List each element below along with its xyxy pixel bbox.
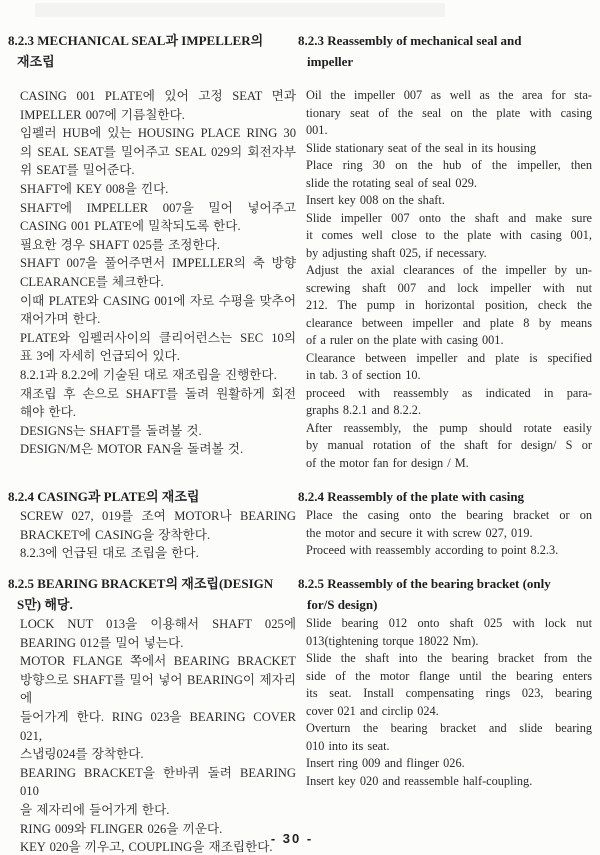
section-heading-line: 재조립 — [17, 54, 55, 69]
text-line: tionary seat of the seal on the plate with casing — [306, 105, 592, 120]
section-body — [306, 615, 592, 790]
section-8.2.3-right-column — [298, 30, 592, 472]
text-line: CLEARANCE를 체크한다. — [20, 274, 164, 289]
text-line: 의 SEAL SEAT를 밀어주고 SEAL 029의 회전자부 — [20, 144, 296, 159]
text-line: Slide stationary seat of the seal in its housing — [306, 140, 536, 155]
section-heading-line: 8.2.3 Reassembly of mechanical seal and — [298, 33, 522, 48]
text-line: BEARING 012를 밀어 넣는다. — [20, 635, 184, 650]
section-heading-line: for/S design) — [307, 597, 378, 612]
section-8.2.3-left-column — [8, 30, 296, 459]
section-heading-line: S만) 해당. — [17, 597, 73, 612]
text-line: of the motor fan for design / M. — [306, 455, 469, 470]
text-line: screwing shaft 007 and lock impeller with nut — [306, 280, 592, 295]
text-line: Overturn the bearing bracket and slide bearing — [306, 721, 592, 735]
text-line: Insert key 020 and reassemble half-coupling. — [306, 773, 533, 788]
text-line: 표 3에 자세히 언급되어 있다. — [20, 349, 180, 364]
text-line: 들어가게 한다. RING 023을 BEARING COVER 021, — [20, 709, 296, 743]
text-line: 위 SEAT를 밀어준다. — [20, 163, 135, 178]
text-line: BEARING BRACKET을 한바퀴 돌려 BEARING 010 — [20, 765, 296, 799]
section-body — [306, 87, 592, 472]
text-line: Insert ring 009 and flinger 026. — [306, 756, 465, 770]
section-heading-line: impeller — [307, 54, 354, 69]
text-line: 을 제자리에 들어가게 한다. — [20, 802, 170, 817]
text-line: Place the casing onto the bearing bracket or on — [306, 508, 592, 522]
text-line: CASING 001 PLATE에 밀착되도록 한다. — [20, 219, 241, 234]
text-line: 010 into its seat. — [306, 738, 390, 753]
text-line: MOTOR FLANGE 쪽에서 BEARING BRACKET — [20, 654, 296, 669]
section-heading — [298, 30, 592, 72]
section-heading-line: 8.2.5 Reassembly of the bearing bracket (only — [298, 576, 551, 591]
text-line: 스냅링024를 장착한다. — [20, 747, 144, 762]
text-line: graphs 8.2.1 and 8.2.2. — [306, 403, 422, 417]
text-line: SCREW 027, 019를 조여 MOTOR나 BEARING — [20, 509, 296, 523]
text-line: Slide bearing 012 onto shaft 025 with lock nut — [306, 616, 592, 630]
text-line: side of the motor flange until the bearing enters — [306, 668, 592, 683]
text-line: KEY 020을 끼우고, COUPLING을 재조립한다. — [20, 840, 273, 855]
text-line: the motor and secure it with screw 027, 019. — [306, 525, 533, 540]
text-line: CASING 001 PLATE에 있어 고정 SEAT 면과 — [20, 89, 296, 103]
text-line: of a ruler on the plate with casing 001. — [306, 333, 504, 347]
section-heading — [8, 573, 296, 615]
text-line: proceed with reassembly as indicated in para- — [306, 385, 592, 400]
text-line: by manual rotation of the shaft for design/ S or — [306, 438, 592, 452]
section-8.2.5-right-column — [298, 573, 592, 790]
text-line: Proceed with reassembly according to point 8.2.3. — [306, 543, 559, 557]
section-heading-line: 8.2.3 MECHANICAL SEAL과 IMPELLER의 — [8, 33, 264, 48]
text-line: SHAFT에 IMPELLER 007을 밀어 넣어주고 — [20, 200, 296, 215]
text-line: it comes well close to the plate with casing 001, — [306, 228, 592, 242]
text-line: PLATE와 임펠러사이의 클리어런스는 SEC 10의 — [20, 330, 296, 345]
text-line: 임펠러 HUB에 있는 HOUSING PLACE RING 30 — [20, 126, 296, 141]
text-line: Insert key 008 on the shaft. — [306, 193, 445, 207]
text-line: in tab. 3 of section 10. — [306, 368, 421, 382]
text-line: 재조립 후 손으로 SHAFT를 돌려 원활하게 회전 — [20, 386, 296, 401]
scan-artifact — [35, 3, 445, 17]
text-line: LOCK NUT 013을 이용해서 SHAFT 025에 — [20, 617, 296, 631]
text-line: 001. — [306, 123, 328, 137]
text-line: 013(tightening torque 18022 Nm). — [306, 633, 479, 648]
text-line: its seat. Install compensating rings 023, bearing — [306, 686, 592, 700]
section-body — [306, 507, 592, 560]
text-line: slide the rotating seal of seal 029. — [306, 175, 477, 190]
text-line: Clearance between impeller and plate is specified — [306, 350, 592, 365]
text-line: 212. The pump in horizontal position, check the — [306, 298, 592, 312]
text-line: cover 021 and circlip 024. — [306, 703, 439, 718]
page-number: - 30 - — [270, 831, 314, 846]
section-body — [20, 615, 296, 855]
text-line: 필요한 경우 SHAFT 025를 조정한다. — [20, 237, 220, 252]
text-line: clearance between impeller and plate 8 by means — [306, 315, 592, 330]
text-line: DESIGN/M은 MOTOR FAN을 돌려볼 것. — [20, 442, 244, 457]
text-line: SHAFT 007을 풀어주면서 IMPELLER의 축 방향 — [20, 256, 296, 271]
section-heading — [8, 486, 296, 507]
text-line: Place ring 30 on the hub of the impeller, then — [306, 158, 592, 172]
text-line: Oil the impeller 007 as well as the area for sta- — [306, 88, 592, 102]
text-line: by adjusting shaft 025, if necessary. — [306, 245, 487, 260]
section-heading-line: 8.2.4 Reassembly of the plate with casing — [298, 489, 525, 504]
section-body — [20, 507, 296, 563]
text-line: Adjust the axial clearances of the impeller by un- — [306, 263, 592, 277]
section-heading-line: 8.2.5 BEARING BRACKET의 재조립(DESIGN — [8, 576, 274, 591]
text-line: DESIGNS는 SHAFT를 돌려볼 것. — [20, 423, 202, 438]
section-8.2.4-left-column — [8, 486, 296, 563]
text-line: 방향으로 SHAFT를 밀어 넣어 BEARING이 제자리에 — [20, 672, 296, 706]
text-line: IMPELLER 007에 기름칠한다. — [20, 107, 185, 122]
text-line: Slide the shaft into the bearing bracket from the — [306, 651, 592, 665]
section-8.2.5-left-column — [8, 573, 296, 855]
text-line: RING 009와 FLINGER 026을 끼운다. — [20, 821, 223, 836]
section-heading — [298, 486, 592, 507]
text-line: Slide impeller 007 onto the shaft and make sure — [306, 210, 592, 225]
text-line: After reassembly, the pump should rotate easily — [306, 420, 592, 435]
section-8.2.4-right-column — [298, 486, 592, 560]
text-line: BRACKET에 CASING을 장착한다. — [20, 527, 211, 542]
section-body — [20, 87, 296, 459]
section-heading — [8, 30, 296, 72]
text-line: 해야 한다. — [20, 405, 76, 420]
text-line: 재어가며 한다. — [20, 312, 101, 327]
text-line: 이때 PLATE와 CASING 001에 자로 수평을 맞추어 — [20, 293, 296, 308]
section-heading-line: 8.2.4 CASING과 PLATE의 재조립 — [8, 489, 200, 504]
text-line: SHAFT에 KEY 008을 낀다. — [20, 181, 169, 196]
section-heading — [298, 573, 592, 615]
text-line: 8.2.1과 8.2.2에 기술된 대로 재조립을 진행한다. — [20, 367, 277, 382]
text-line: 8.2.3에 언급된 대로 조립을 한다. — [20, 546, 199, 561]
